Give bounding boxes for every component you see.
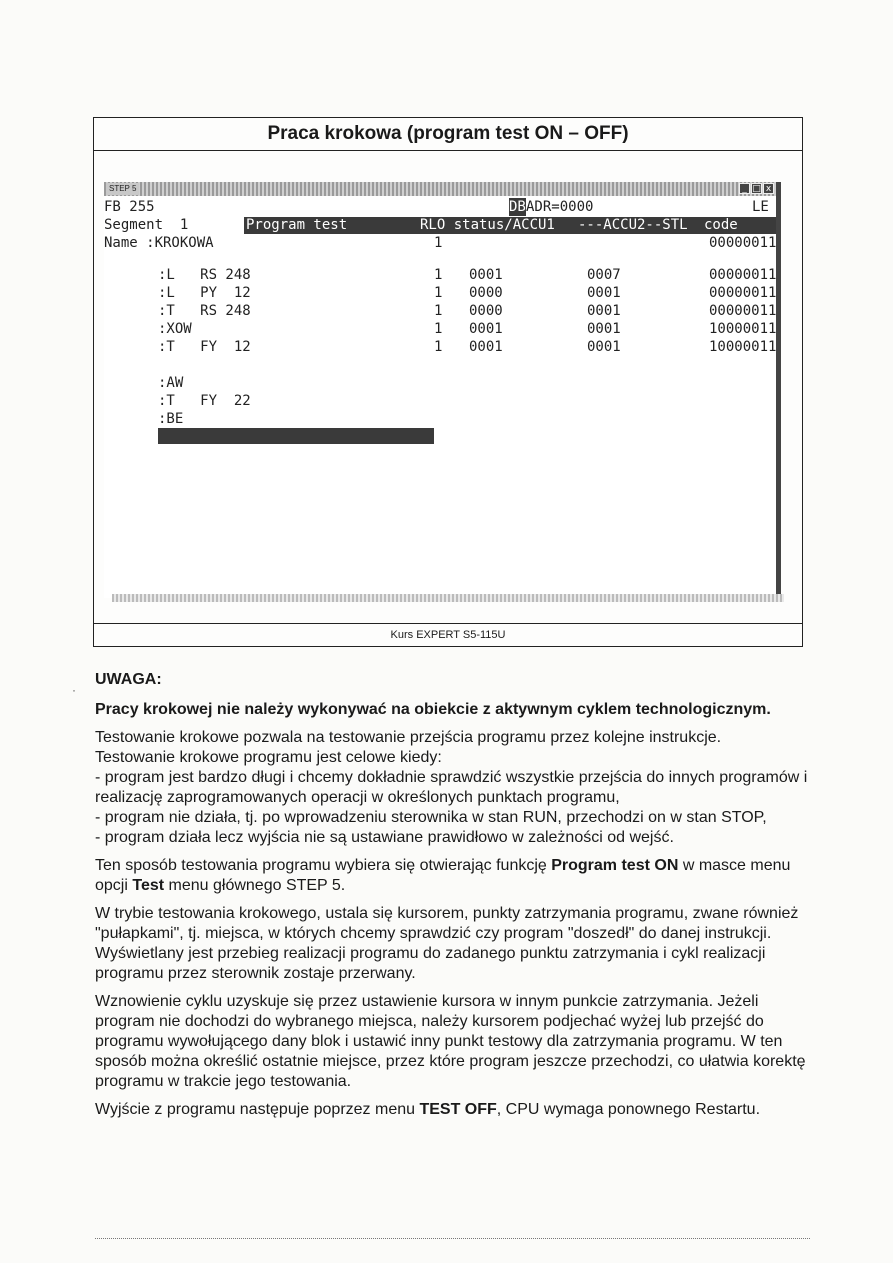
status-code: 00000011	[709, 285, 777, 301]
instruction-line[interactable]: :T FY 12	[158, 339, 251, 355]
instruction-line[interactable]: :AW	[158, 375, 184, 391]
status-rlo: 1	[434, 285, 443, 301]
instruction-line[interactable]: :L PY 12	[158, 285, 251, 301]
text-run-bold: Program test ON	[551, 857, 679, 874]
block-name: Name :KROKOWA	[104, 235, 214, 251]
fb-label: FB 255	[104, 199, 155, 215]
notes-section	[95, 670, 815, 1128]
status-accu2: 0007	[587, 267, 621, 283]
figure-footer: Kurs EXPERT S5-115U	[94, 623, 802, 646]
text-run-bold: TEST OFF	[419, 1101, 497, 1118]
window-titlebar[interactable]	[104, 182, 776, 196]
intro-line: - program nie działa, tj. po wprowadzeniu sterownika w stan RUN, przechodzi on w stan STOP,	[95, 809, 767, 826]
figure-title: Praca krokowa (program test ON – OFF)	[94, 118, 802, 151]
paragraph-program-test	[95, 856, 815, 896]
status-code: 00000011	[709, 267, 777, 283]
instruction-line[interactable]: :T FY 22	[158, 393, 251, 409]
window-shadow	[112, 594, 784, 602]
bottom-dotted-rule	[95, 1238, 810, 1240]
program-test-header: Program test	[246, 217, 348, 233]
paragraph-resume: Wznowienie cyklu uzyskuje się przez ustawienie kursora w innym punkcie zatrzymania. Jeżeli program nie dochodzi do wybranego miejsca, należy kursorem podjechać wyżej lub przejść do programu wywołującego dany blok i ustawić inny punkt testowy dla zatrzymania programu. W ten sposób można określić ostatnie miejsce, przez które program jeszcze przechodzi, co ułatwia korektę programu w trakcie jego testowania.	[95, 993, 806, 1090]
close-icon[interactable]: x	[763, 183, 774, 194]
text-run-bold: Test	[132, 877, 165, 894]
instruction-line[interactable]: :T RS 248	[158, 303, 251, 319]
text-run: Wyjście z programu następuje poprzez menu	[95, 1101, 420, 1118]
status-accu2: 0001	[587, 285, 621, 301]
status-accu1: 0001	[469, 339, 503, 355]
code-header: code	[704, 217, 738, 233]
name-rlo: 1	[434, 235, 443, 251]
figure-frame	[93, 117, 803, 647]
instruction-line[interactable]: :BE	[158, 411, 184, 427]
paragraph-intro	[95, 728, 815, 848]
accu2-stl-header: ---ACCU2--STL	[578, 217, 688, 233]
warning-text: Pracy krokowej nie należy wykonywać na obiekcie z aktywnym cyklem technologicznym.	[95, 701, 771, 718]
status-rlo: 1	[434, 321, 443, 337]
status-code: 10000011	[709, 321, 777, 337]
status-accu2: 0001	[587, 303, 621, 319]
status-accu2: 0001	[587, 321, 621, 337]
paragraph-exit	[95, 1100, 815, 1120]
status-accu2: 0001	[587, 339, 621, 355]
intro-line: - program jest bardzo długi i chcemy dokładnie sprawdzić wszystkie przejścia do innych programów i realizację zaprogramowanych operacji w określonych punktach programu,	[95, 769, 808, 806]
margin-bullet: ·	[72, 683, 76, 697]
le-label: LE	[752, 199, 769, 215]
intro-line: Testowanie krokowe programu jest celowe kiedy:	[95, 749, 442, 766]
step5-window	[104, 182, 781, 598]
intro-line: Testowanie krokowe pozwala na testowanie przejścia programu przez kolejne instrukcje.	[95, 729, 722, 746]
instruction-line-selected[interactable]: :L PY 12	[158, 357, 251, 373]
status-rlo: 1	[434, 339, 443, 355]
status-accu1: 0000	[469, 285, 503, 301]
status-code: 10000011	[709, 339, 777, 355]
status-accu1: 0001	[469, 267, 503, 283]
text-run: , CPU wymaga ponownego Restartu.	[496, 1101, 761, 1118]
status-accu1: 0000	[469, 303, 503, 319]
text-run: w masce menu opcji	[95, 857, 791, 894]
minimize-icon[interactable]: _	[739, 183, 750, 194]
maximize-icon[interactable]: □	[752, 184, 761, 194]
db-label: DB	[509, 199, 526, 215]
uwaga-heading: UWAGA:	[95, 671, 162, 688]
instruction-line[interactable]: :XOW	[158, 321, 192, 337]
text-run: Ten sposób testowania programu wybiera się otwierając funkcję	[95, 857, 552, 874]
intro-line: - program działa lecz wyjścia nie są ustawiane prawidłowo w zależności od wejść.	[95, 829, 674, 846]
window-controls	[739, 183, 774, 194]
status-code: 00000011	[709, 303, 777, 319]
text-run: menu głównego STEP 5.	[164, 877, 346, 894]
window-title: STEP 5	[106, 183, 139, 195]
instruction-line[interactable]: :L RS 248	[158, 267, 251, 283]
cursor-highlight	[158, 428, 434, 444]
status-accu1: 0001	[469, 321, 503, 337]
segment-label: Segment 1	[104, 217, 189, 233]
name-code: 00000011	[709, 235, 777, 251]
status-rlo: 1	[434, 303, 443, 319]
rlo-status-header: RLO status/ACCU1	[420, 217, 555, 233]
adr-label: ADR=0000	[526, 199, 594, 215]
status-rlo: 1	[434, 267, 443, 283]
paragraph-breakpoints: W trybie testowania krokowego, ustala się kursorem, punkty zatrzymania programu, zwane również "pułapkami", tj. miejsca, w których chcemy sprawdzić czy program "doszedł" do danej instrukcji. Wyświetlany jest przebieg realizacji programu do zadanego punktu zatrzymania i cykl realizacji programu przez sterownik zostaje przerwany.	[95, 905, 799, 982]
